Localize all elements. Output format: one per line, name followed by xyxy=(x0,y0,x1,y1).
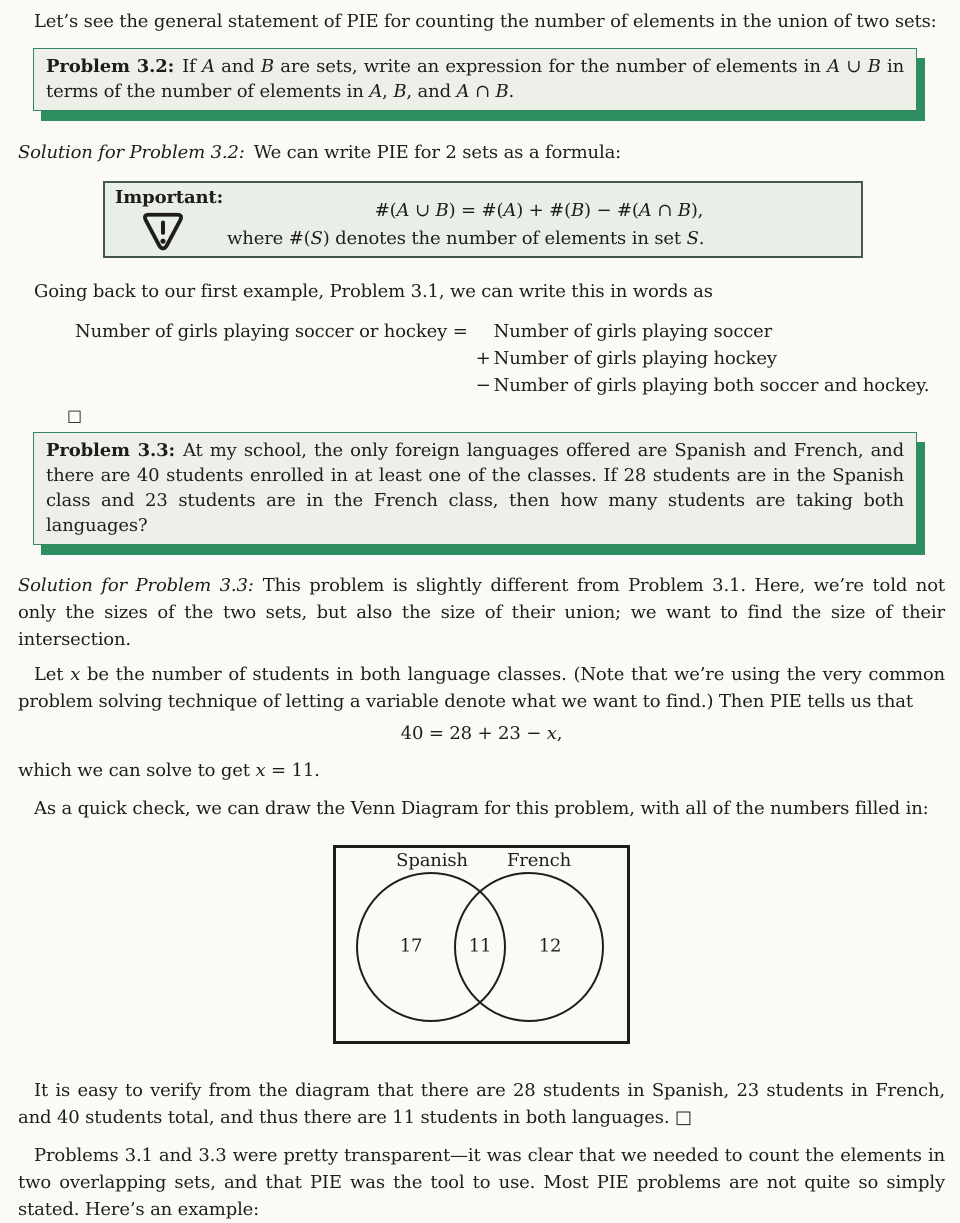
end-of-solution-mark: □ xyxy=(67,406,82,425)
problem-3-2-box xyxy=(33,48,917,111)
word-equation-rhs xyxy=(476,318,930,399)
venn-both-count: 11 xyxy=(468,935,492,957)
word-equation-line xyxy=(476,345,930,372)
word-equation-term: Number of girls playing both soccer and hockey. xyxy=(493,375,930,396)
venn-spanish-label: Spanish xyxy=(396,850,468,871)
word-equation-lhs: Number of girls playing soccer or hockey = xyxy=(75,321,468,342)
closing-paragraph: Problems 3.1 and 3.3 were pretty transparent—it was clear that we needed to count the elements in two overlapping sets, and that PIE was the tool to use. Most PIE problems are not quite so simply stated. Here’s an example: xyxy=(18,1145,945,1220)
venn-diagram xyxy=(333,845,630,1044)
word-equation-operator: − xyxy=(475,375,491,396)
important-box xyxy=(103,181,863,258)
solution-3-2-lead: Solution for Problem 3.2: xyxy=(18,142,245,163)
word-equation xyxy=(75,318,945,399)
word-equation-term: Number of girls playing hockey xyxy=(493,348,777,369)
important-box-left-column xyxy=(115,185,227,252)
pie-formula: #(A ∪ B) = #(A) + #(B) − #(A ∩ B), xyxy=(374,200,704,221)
word-equation-line xyxy=(476,372,930,399)
intro-paragraph: Let’s see the general statement of PIE for counting the number of elements in the union of two sets: xyxy=(34,11,937,32)
solution-3-3-lead: Solution for Problem 3.3: xyxy=(18,575,254,596)
important-label: Important: xyxy=(115,187,224,208)
problem-3-2-text: If A and B are sets, write an expression for the number of elements in A ∪ B in terms of the number of elements in A, B, and A ∩ B. xyxy=(46,56,905,102)
pie-where-clause: where #(S) denotes the number of elements in set S. xyxy=(227,228,705,249)
warning-exclamation-icon xyxy=(141,211,227,251)
verify-paragraph: It is easy to verify from the diagram that there are 28 students in Spanish, 23 students in French, and 40 students total, and thus there are 11 students in both languages. □ xyxy=(18,1080,945,1128)
going-back-paragraph: Going back to our first example, Problem 3.1, we can write this in words as xyxy=(34,281,713,302)
problem-3-3-text: At my school, the only foreign languages offered are Spanish and French, and there are 40 students enrolled in at least one of the classes. If 28 students are in the Spanish class and 23 students are in the French class, then how many students are taking both languages? xyxy=(46,440,905,536)
solution-3-2-paragraph xyxy=(18,139,945,166)
let-x-paragraph: Let x be the number of students in both language classes. (Note that we’re using the very common problem solving technique of letting a variable denote what we want to find.) Then PIE tells us that xyxy=(18,664,945,712)
problem-3-3-label: Problem 3.3: xyxy=(46,440,175,461)
problem-3-3-box xyxy=(33,432,917,545)
venn-french-label: French xyxy=(506,850,572,871)
pie-numeric-equation: 40 = 28 + 23 − x, xyxy=(400,723,563,744)
solve-paragraph: which we can solve to get x = 11. xyxy=(18,760,320,781)
solution-3-2-text: We can write PIE for 2 sets as a formula: xyxy=(253,142,622,163)
venn-spanish-only-count: 17 xyxy=(399,935,423,957)
word-equation-operator xyxy=(476,318,494,345)
solution-3-3-paragraph xyxy=(18,572,945,653)
word-equation-term: Number of girls playing soccer xyxy=(493,321,773,342)
word-equation-operator: + xyxy=(475,348,491,369)
word-equation-line xyxy=(476,318,930,345)
problem-3-2-label: Problem 3.2: xyxy=(46,56,175,77)
important-box-content xyxy=(227,185,851,252)
venn-french-only-count: 12 xyxy=(538,935,562,957)
quick-check-paragraph: As a quick check, we can draw the Venn Diagram for this problem, with all of the numbers filled in: xyxy=(34,798,929,819)
solution-3-3-text: This problem is slightly different from Problem 3.1. Here, we’re told not only the sizes of the two sets, but also the size of their union; we want to find the size of their intersection. xyxy=(18,575,945,650)
